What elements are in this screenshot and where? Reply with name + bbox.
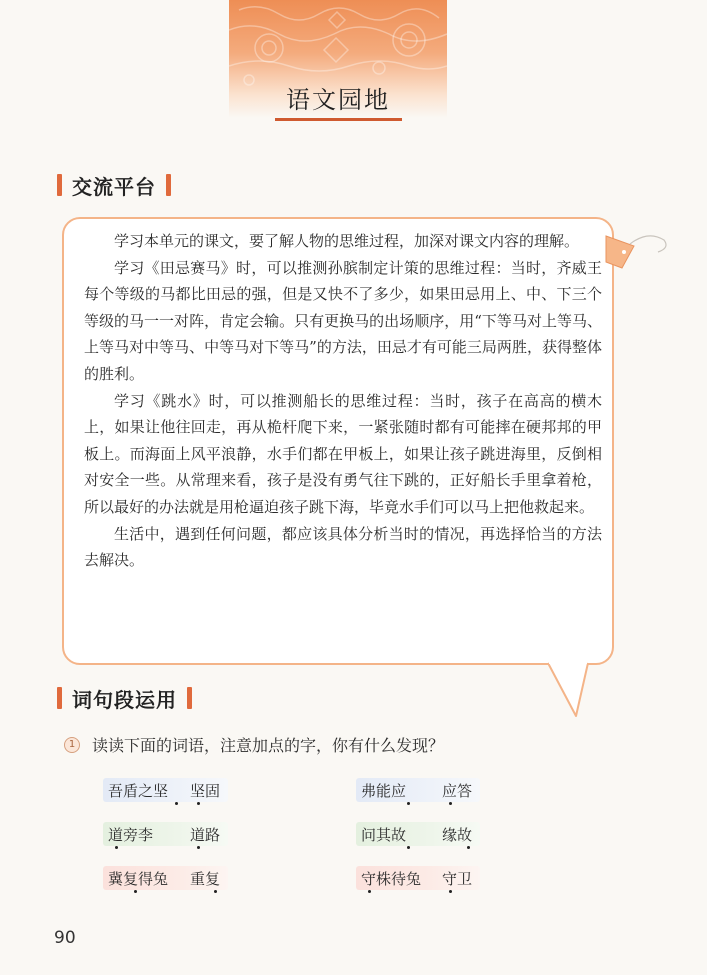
- emphasis-dot: [449, 802, 452, 805]
- emphasis-dot: [197, 802, 200, 805]
- tag-string-icon: [630, 236, 666, 252]
- emphasis-dot: [197, 846, 200, 849]
- word-a: 道旁李: [108, 826, 154, 844]
- word-pair: [356, 778, 480, 802]
- word-a: 问其故: [361, 826, 407, 844]
- word-b: 守卫: [442, 870, 473, 888]
- word-b: 坚固: [190, 782, 221, 800]
- exercise-1: [64, 733, 444, 756]
- exercise-number-icon: 1: [64, 737, 80, 753]
- emphasis-dot: [115, 846, 118, 849]
- paragraph-3: 学习《跳水》时，可以推测船长的思维过程：当时，孩子在高高的横木上，如果让他往回走，再从桅杆爬下来，一紧张随时都有可能摔在硬邦邦的甲板上。而海面上风平浪静，水手们都在甲板上，如果让孩子跳进海里，反倒相对安全一些。从常理来看，孩子是没有勇气往下跳的，正好船长手里拿着枪，所以最好的办法就是用枪逼迫孩子跳下海，毕竟水手们可以马上把他救起来。: [84, 391, 602, 516]
- heading-bar-right: [187, 687, 192, 709]
- section-heading-exchange: [57, 170, 171, 200]
- word-pair: [356, 866, 480, 890]
- emphasis-dot: [175, 802, 178, 805]
- speech-tail-icon: [548, 663, 588, 716]
- word-b: 应答: [442, 782, 473, 800]
- paragraph-2: 学习《田忌赛马》时，可以推测孙膑制定计策的思维过程：当时，齐威王每个等级的马都比田忌的强，但是又快不了多少，如果田忌用上、中、下三个等级的马一一对阵，肯定会输。只有更换马的出场顺序，用“下等马对上等马、上等马对中等马、中等马对下等马”的方法，田忌才有可能三局两胜，获得整体的胜利。: [84, 258, 602, 383]
- section-heading-words: [57, 683, 192, 713]
- word-a: 冀复得兔: [108, 870, 169, 888]
- word-pair: [356, 822, 480, 846]
- word-pair: [103, 866, 228, 890]
- word-b: 道路: [190, 826, 221, 844]
- emphasis-dot: [467, 846, 470, 849]
- heading-bar-right: [166, 174, 171, 196]
- word-b: 重复: [190, 870, 221, 888]
- emphasis-dot: [407, 802, 410, 805]
- banner-underline: [275, 118, 402, 121]
- word-a: 守株待兔: [361, 870, 422, 888]
- word-pair: [103, 778, 228, 802]
- paragraph-1: 学习本单元的课文，要了解人物的思维过程，加深对课文内容的理解。: [114, 232, 580, 250]
- exchange-text: [84, 228, 602, 574]
- paragraph-4: 生活中，遇到任何问题，都应该具体分析当时的情况，再选择恰当的方法去解决。: [84, 524, 602, 570]
- word-a: 吾盾之坚: [108, 782, 169, 800]
- page-number: 90: [54, 928, 76, 948]
- section-title: 词句段运用: [72, 687, 177, 712]
- section-title: 交流平台: [72, 174, 156, 199]
- heading-bar-left: [57, 687, 62, 709]
- word-a: 弗能应: [361, 782, 407, 800]
- emphasis-dot: [407, 846, 410, 849]
- exercise-prompt: 读读下面的词语，注意加点的字，你有什么发现？: [92, 736, 445, 755]
- word-b: 缘故: [442, 826, 473, 844]
- emphasis-dot: [449, 890, 452, 893]
- emphasis-dot: [368, 890, 371, 893]
- unit-banner: [229, 0, 447, 118]
- word-pair: [103, 822, 228, 846]
- heading-bar-left: [57, 174, 62, 196]
- emphasis-dot: [134, 890, 137, 893]
- emphasis-dot: [214, 890, 217, 893]
- banner-title: 语文园地: [286, 86, 390, 114]
